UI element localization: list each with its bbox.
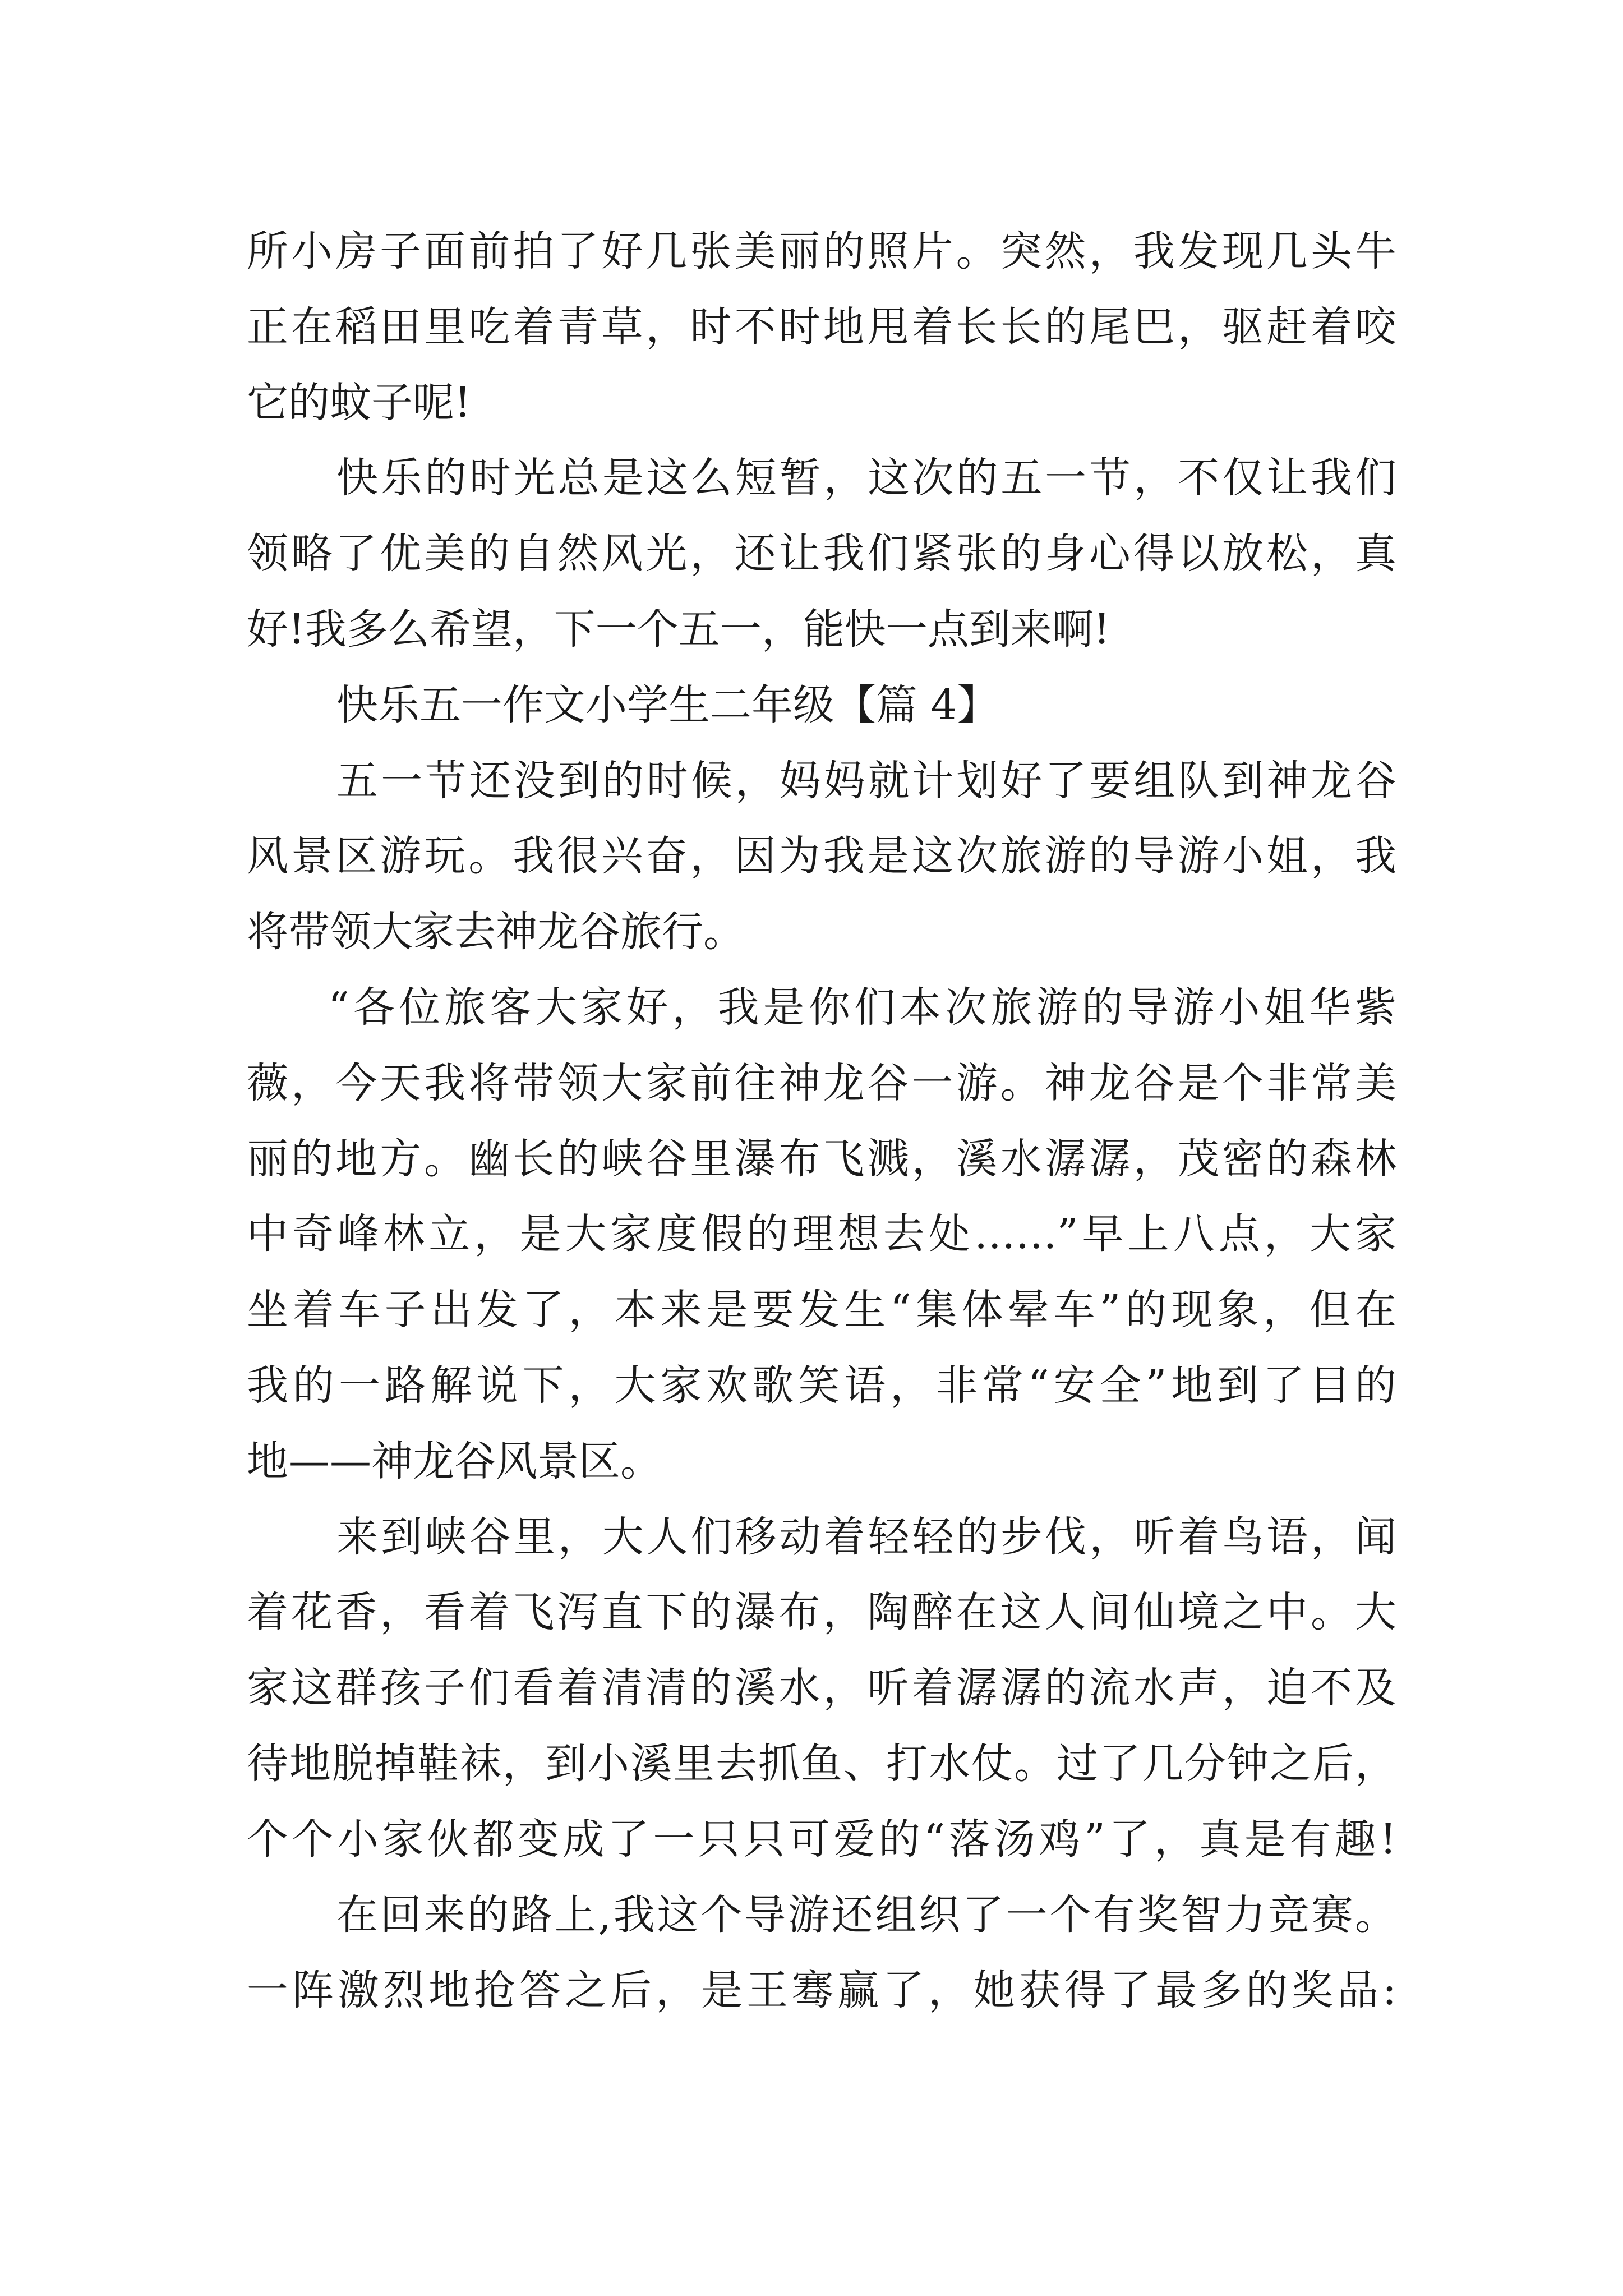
text-line: 快乐五一作文小学生二年级【篇 4】 xyxy=(336,681,999,729)
text-line: 在回来的路上,我这个导游还组织了一个有奖智力竞赛。 xyxy=(336,1891,1396,1939)
text-line: 地——神龙谷风景区。 xyxy=(247,1437,662,1485)
text-line: 着花香，看着飞泻直下的瀑布，陶醉在这人间仙境之中。大 xyxy=(247,1588,1396,1636)
text-line: 将带领大家去神龙谷旅行。 xyxy=(247,908,745,956)
text-line: 来到峡谷里，大人们移动着轻轻的步伐，听着鸟语，闻 xyxy=(336,1513,1396,1561)
text-line: 五一节还没到的时候，妈妈就计划好了要组队到神龙谷 xyxy=(336,757,1396,805)
text-line: 个个小家伙都变成了一只只可爱的“落汤鸡”了，真是有趣! xyxy=(247,1815,1396,1864)
text-line: 薇，今天我将带领大家前往神龙谷一游。神龙谷是个非常美 xyxy=(247,1059,1396,1107)
text-line: 它的蚊子呢! xyxy=(247,379,471,427)
text-line: 家这群孩子们看着清清的溪水，听着潺潺的流水声，迫不及 xyxy=(247,1664,1396,1712)
text-line: 丽的地方。幽长的峡谷里瀑布飞溅，溪水潺潺，茂密的森林 xyxy=(247,1135,1396,1183)
text-line: 一阵激烈地抢答之后，是王骞赢了，她获得了最多的奖品: xyxy=(247,1966,1396,2014)
text-line: 快乐的时光总是这么短暂，这次的五一节，不仅让我们 xyxy=(336,454,1396,502)
text-line: “各位旅客大家好，我是你们本次旅游的导游小姐华紫 xyxy=(328,983,1396,1032)
text-line: 坐着车子出发了，本来是要发生“集体晕车”的现象，但在 xyxy=(247,1286,1396,1334)
text-line: 我的一路解说下，大家欢歌笑语，非常“安全”地到了目的 xyxy=(247,1361,1396,1410)
text-line: 好!我多么希望，下一个五一，能快一点到来啊! xyxy=(247,605,1110,654)
text-line: 领略了优美的自然风光，还让我们紧张的身心得以放松，真 xyxy=(247,530,1396,578)
text-line: 待地脱掉鞋袜，到小溪里去抓鱼、打水仗。过了几分钟之后， xyxy=(247,1740,1396,1788)
text-line: 所小房子面前拍了好几张美丽的照片。突然，我发现几头牛 xyxy=(247,227,1396,275)
text-line: 中奇峰林立，是大家度假的理想去处……”早上八点，大家 xyxy=(247,1210,1396,1258)
text-line: 风景区游玩。我很兴奋，因为我是这次旅游的导游小姐，我 xyxy=(247,832,1396,880)
text-line: 正在稻田里吃着青草，时不时地甩着长长的尾巴，驱赶着咬 xyxy=(247,303,1396,351)
